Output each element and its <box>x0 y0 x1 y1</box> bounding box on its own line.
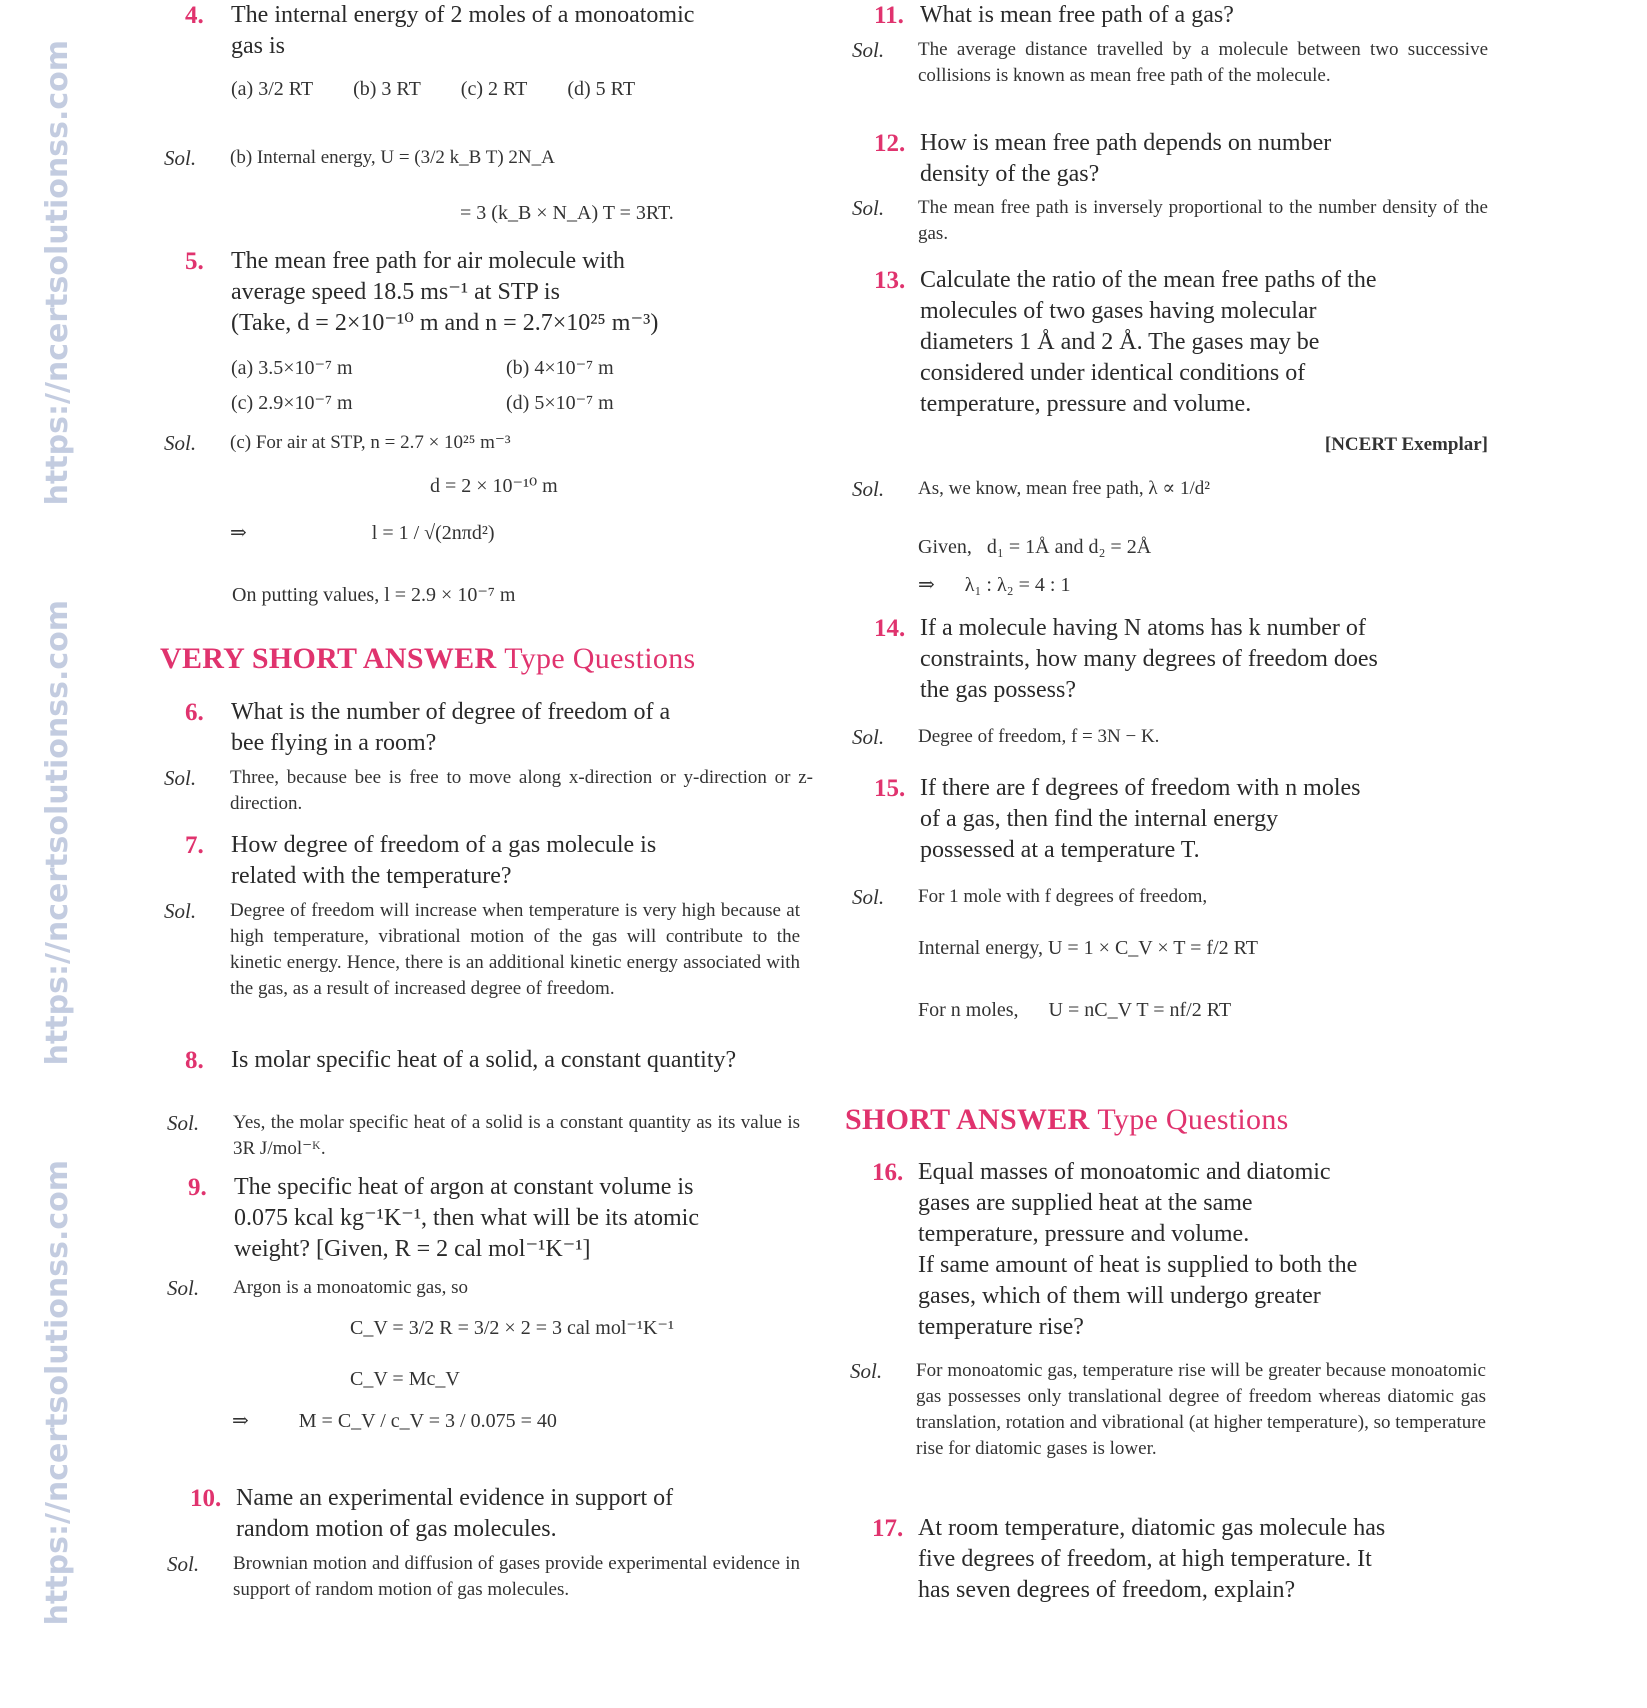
section-heading-light: Type Questions <box>1097 1103 1289 1136</box>
solution <box>164 145 810 171</box>
question-text: random motion of gas molecules. <box>236 1516 557 1542</box>
answer-option: (b) 3 RT <box>353 78 421 100</box>
question-text: density of the gas? <box>920 161 1100 187</box>
question-text: average speed 18.5 ms⁻¹ at STP is <box>231 279 560 305</box>
question-number: 16. <box>872 1159 904 1186</box>
solution-label: Sol. <box>852 725 885 749</box>
equation-text: Internal energy, U = 1 × C_V × T = f/2 RT <box>918 937 1258 959</box>
equation <box>460 200 860 226</box>
question-text: of a gas, then find the internal energy <box>920 806 1279 832</box>
answer-option: (a) 3/2 RT <box>231 78 314 100</box>
section-heading-bold: SHORT ANSWER <box>845 1103 1090 1136</box>
solution-label: Sol. <box>852 38 885 62</box>
question-text: Name an experimental evidence in support of <box>236 1485 674 1511</box>
equation-text: d = 2 × 10⁻¹⁰ m <box>430 475 558 497</box>
solution <box>167 1551 800 1603</box>
answer-option: (d) 5 RT <box>567 78 636 100</box>
equation-text: = 3 (k_B × N_A) T = 3RT. <box>460 202 674 224</box>
equation-text: ⇒ l = 1 / √(2nπd²) <box>230 522 495 544</box>
solution-label: Sol. <box>167 1111 200 1135</box>
question-text: diameters 1 Å and 2 Å. The gases may be <box>920 329 1320 355</box>
question-text: What is mean free path of a gas? <box>920 2 1234 28</box>
equation <box>918 935 1488 961</box>
question-11 <box>874 0 1490 31</box>
question-text: temperature, pressure and volume. <box>918 1221 1250 1247</box>
solution-text: For 1 mole with f degrees of freedom, <box>918 886 1208 907</box>
question-number: 13. <box>874 267 906 294</box>
solution-text: Three, because bee is free to move along x-direction or y-direction or z-direction. <box>230 767 813 814</box>
question-9 <box>188 1172 814 1265</box>
question-16 <box>872 1157 1488 1343</box>
equation <box>430 473 730 499</box>
solution <box>164 430 810 456</box>
answer-option: (d) 5×10⁻⁷ m <box>506 392 614 414</box>
question-text: weight? [Given, R = 2 cal mol⁻¹K⁻¹] <box>234 1236 591 1262</box>
answer-option: (c) 2 RT <box>460 78 528 100</box>
equation-text: ⇒ λ₁ : λ₂ = 4 : 1 <box>918 574 1071 596</box>
section-heading <box>160 642 860 676</box>
question-text: (Take, d = 2×10⁻¹⁰ m and n = 2.7×10²⁵ m⁻³) <box>231 310 659 336</box>
question-13 <box>874 265 1490 420</box>
equation-text: Given, d₁ = 1Å and d₂ = 2Å <box>918 536 1152 558</box>
solution-text: (b) Internal energy, U = (3/2 k_B T) 2N_A <box>230 147 555 168</box>
question-15 <box>874 773 1490 866</box>
solution <box>852 195 1488 247</box>
watermark: https://ncertsolutionss.com <box>40 600 75 1066</box>
question-text: possessed at a temperature T. <box>920 837 1200 863</box>
question-text: bee flying in a room? <box>231 730 437 756</box>
question-text: molecules of two gases having molecular <box>920 298 1317 324</box>
watermark: https://ncertsolutionss.com <box>40 1160 75 1626</box>
question-14 <box>874 613 1490 706</box>
solution-text: Argon is a monoatomic gas, so <box>233 1277 469 1298</box>
question-7 <box>185 830 791 892</box>
equation <box>350 1315 800 1341</box>
question-number: 5. <box>185 248 204 275</box>
solution-label: Sol. <box>852 477 885 501</box>
solution-label: Sol. <box>167 1276 200 1300</box>
question-number: 7. <box>185 832 204 859</box>
equation <box>232 582 792 608</box>
question-8 <box>185 1045 811 1076</box>
question-text: temperature rise? <box>918 1314 1084 1340</box>
question-10 <box>190 1483 796 1545</box>
equation <box>918 572 1318 598</box>
solution-text: As, we know, mean free path, λ ∝ 1/d² <box>918 478 1210 499</box>
question-number: 17. <box>872 1515 904 1542</box>
equation <box>918 534 1418 560</box>
solution <box>164 898 800 1002</box>
question-text: gases are supplied heat at the same <box>918 1190 1253 1216</box>
solution-text: Yes, the molar specific heat of a solid is a constant quantity as its value is 3R J/mol⁻ᴷ. <box>233 1112 800 1159</box>
answer-option: (a) 3.5×10⁻⁷ m <box>231 357 353 379</box>
question-number: 11. <box>874 2 904 29</box>
question-text: the gas possess? <box>920 677 1076 703</box>
solution <box>852 37 1488 89</box>
section-heading <box>845 1103 1445 1137</box>
solution-text: Degree of freedom, f = 3N − K. <box>918 726 1160 747</box>
equation-text: C_V = 3/2 R = 3/2 × 2 = 3 cal mol⁻¹K⁻¹ <box>350 1317 674 1339</box>
question-text: Calculate the ratio of the mean free paths of the <box>920 267 1377 293</box>
question-text: gas is <box>231 33 285 59</box>
question-text: What is the number of degree of freedom of a <box>231 699 671 725</box>
section-heading-light: Type Questions <box>504 642 696 675</box>
question-text: If a molecule having N atoms has k number of <box>920 615 1366 641</box>
solution-label: Sol. <box>850 1359 883 1383</box>
equation-text: On putting values, l = 2.9 × 10⁻⁷ m <box>232 584 516 606</box>
equation-text: ⇒ M = C_V / c_V = 3 / 0.075 = 40 <box>232 1410 557 1432</box>
solution-text: (c) For air at STP, n = 2.7 × 10²⁵ m⁻³ <box>230 432 511 453</box>
question-text: Is molar specific heat of a solid, a constant quantity? <box>231 1047 737 1073</box>
solution-text: For monoatomic gas, temperature rise will be greater because monoatomic gas possesses only translational degree of freedom whereas diatomic gas translation, rotation and vibrational (at higher temperature), so temperature rise for diatomic gases is lower. <box>916 1360 1486 1459</box>
question-text: constraints, how many degrees of freedom does <box>920 646 1378 672</box>
question-text: related with the temperature? <box>231 863 512 889</box>
answer-option: (c) 2.9×10⁻⁷ m <box>231 392 353 414</box>
equation <box>918 997 1488 1023</box>
solution <box>852 884 1488 910</box>
question-number: 14. <box>874 615 906 642</box>
question-text: At room temperature, diatomic gas molecule has <box>918 1515 1386 1541</box>
question-text: gases, which of them will undergo greater <box>918 1283 1321 1309</box>
equation <box>230 520 830 546</box>
answer-options <box>231 78 791 101</box>
question-text: has seven degrees of freedom, explain? <box>918 1577 1296 1603</box>
solution-label: Sol. <box>852 196 885 220</box>
question-17 <box>872 1513 1488 1606</box>
source-note: [NCERT Exemplar] <box>1324 434 1488 455</box>
question-text: The specific heat of argon at constant volume is <box>234 1174 694 1200</box>
question-number: 4. <box>185 2 204 29</box>
question-number: 10. <box>190 1485 222 1512</box>
question-text: Equal masses of monoatomic and diatomic <box>918 1159 1331 1185</box>
question-text: If same amount of heat is supplied to both the <box>918 1252 1358 1278</box>
solution <box>164 765 813 817</box>
question-12 <box>874 128 1490 190</box>
question-text: The internal energy of 2 moles of a monoatomic <box>231 2 695 28</box>
solution <box>850 1358 1486 1462</box>
question-text: The mean free path for air molecule with <box>231 248 625 274</box>
solution-text: The average distance travelled by a molecule between two successive collisions is known as mean free path of the molecule. <box>918 39 1488 86</box>
section-heading-bold: VERY SHORT ANSWER <box>160 642 497 675</box>
question-6 <box>185 697 791 759</box>
solution-label: Sol. <box>164 146 197 170</box>
question-text: How degree of freedom of a gas molecule is <box>231 832 657 858</box>
solution-label: Sol. <box>164 766 197 790</box>
solution-text: The mean free path is inversely proportional to the number density of the gas. <box>918 197 1488 244</box>
question-number: 9. <box>188 1174 207 1201</box>
solution-label: Sol. <box>164 899 197 923</box>
question-number: 15. <box>874 775 906 802</box>
answer-options <box>231 355 751 415</box>
watermark: https://ncertsolutionss.com <box>40 40 75 506</box>
solution <box>852 476 1488 502</box>
question-4 <box>185 0 791 62</box>
question-number: 8. <box>185 1047 204 1074</box>
solution <box>167 1110 800 1162</box>
question-number: 6. <box>185 699 204 726</box>
question-text: 0.075 kcal kg⁻¹K⁻¹, then what will be its atomic <box>234 1205 699 1231</box>
question-text: How is mean free path depends on number <box>920 130 1332 156</box>
question-number: 12. <box>874 130 906 157</box>
question-5 <box>185 246 791 339</box>
solution-text: Degree of freedom will increase when temperature is very high because at high temperature, vibrational motion of the gas will contribute to the kinetic energy. Hence, there is an additional kinetic energy associated with the gas, as a result of increased degree of freedom. <box>230 900 800 999</box>
question-text: If there are f degrees of freedom with n moles <box>920 775 1361 801</box>
solution <box>852 724 1488 750</box>
solution <box>167 1275 793 1301</box>
solution-label: Sol. <box>164 431 197 455</box>
answer-option: (b) 4×10⁻⁷ m <box>506 357 614 379</box>
question-text: five degrees of freedom, at high temperature. It <box>918 1546 1372 1572</box>
solution-label: Sol. <box>852 885 885 909</box>
equation-text: C_V = Mc_V <box>350 1368 460 1390</box>
equation <box>350 1366 650 1392</box>
question-text: considered under identical conditions of <box>920 360 1306 386</box>
equation <box>232 1408 792 1434</box>
question-text: temperature, pressure and volume. <box>920 391 1252 417</box>
solution-label: Sol. <box>167 1552 200 1576</box>
equation-text: For n moles, U = nC_V T = nf/2 RT <box>918 999 1232 1021</box>
solution-text: Brownian motion and diffusion of gases provide experimental evidence in support of random motion of gas molecules. <box>233 1553 800 1600</box>
